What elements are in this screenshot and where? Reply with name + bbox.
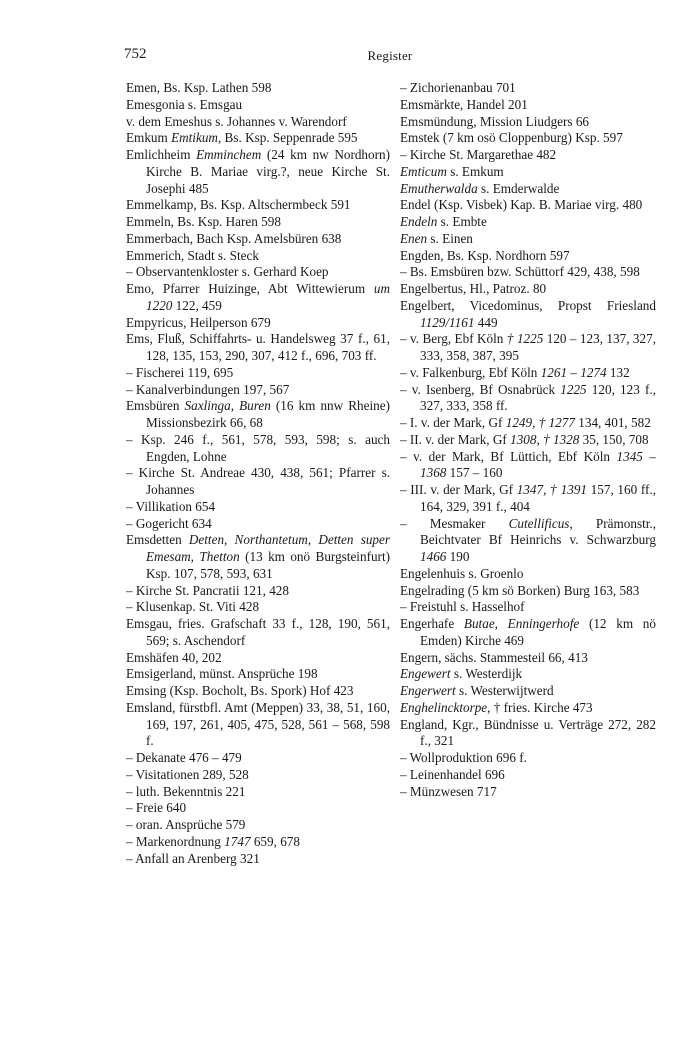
index-entry: Emsmärkte, Handel 201 [400, 96, 528, 112]
index-entry: Empyricus, Heilperson 679 [126, 314, 271, 330]
index-entry: – oran. Ansprüche 579 [126, 817, 246, 832]
index-entry: – Observantenkloster s. Gerhard Koep [126, 264, 329, 280]
index-entry: – Kanalverbindungen 197, 567 [126, 381, 290, 397]
index-entry: Emticum s. Emkum [400, 163, 504, 179]
index-column-right [400, 80, 656, 800]
index-entry: Engerwert s. Westerwijtwerd [400, 683, 554, 698]
index-entry: Enghelincktorpe, † fries. Kirche 473 [400, 699, 593, 715]
index-entry: – v. Berg, Ebf Köln † 1225 120 – 123, 137, 327, 333, 358, 387, 395 [400, 331, 656, 363]
index-entry: – v. Falkenburg, Ebf Köln 1261 – 1274 132 [400, 364, 630, 380]
index-entry: Emen, Bs. Ksp. Lathen 598 [126, 80, 272, 95]
index-entry: – Villikation 654 [126, 498, 216, 514]
index-entry: Emsland, fürstbfl. Amt (Meppen) 33, 38, 51, 160, 169, 197, 261, 405, 475, 528, 561 – 568, 598 f. [126, 699, 390, 749]
index-entry: – Leinenhandel 696 [400, 766, 505, 782]
index-entry: Emsigerland, münst. Ansprüche 198 [126, 666, 318, 682]
index-entry: Engelenhuis s. Groenlo [400, 565, 524, 581]
index-entry: – Klusenkap. St. Viti 428 [126, 599, 260, 615]
index-entry: Emlichheim Emminchem (24 km nw Nordhorn) Kirche B. Mariae virg.?, neue Kirche St. Josephi 485 [126, 147, 390, 196]
index-entry: – Dekanate 476 – 479 [126, 750, 242, 765]
index-entry: Emmelkamp, Bs. Ksp. Altschermbeck 591 [126, 197, 351, 213]
index-entry: – Bs. Emsbüren bzw. Schüttorf 429, 438, 598 [400, 264, 640, 280]
index-entry: Emkum Emtikum, Bs. Ksp. Seppenrade 595 [126, 130, 358, 146]
index-entry: – Fischerei 119, 695 [126, 364, 234, 380]
page-header [124, 46, 656, 70]
index-entry: v. dem Emeshus s. Johannes v. Warendorf [126, 113, 347, 129]
index-entry: Engden, Bs. Ksp. Nordhorn 597 [400, 247, 570, 263]
index-entry: – Wollproduktion 696 f. [400, 750, 527, 765]
index-entry: – II. v. der Mark, Gf 1308, † 1328 35, 150, 708 [400, 431, 649, 447]
running-title: Register [367, 48, 413, 63]
index-entry: – Mesmaker Cutellificus, Prämonstr., Beichtvater Bf Heinrichs v. Schwarzburg 1466 190 [400, 515, 656, 564]
index-entry: Emsgau, fries. Grafschaft 33 f., 128, 190, 561, 569; s. Aschendorf [126, 616, 390, 648]
index-entry: – v. Isenberg, Bf Osnabrück 1225 120, 123 f., 327, 333, 358 ff. [400, 381, 656, 414]
index-entry: – Anfall an Arenberg 321 [126, 850, 260, 866]
index-entry: Emesgonia s. Emsgau [126, 96, 243, 112]
index-entry: – III. v. der Mark, Gf 1347, † 1391 157, 160 ff., 164, 329, 391 f., 404 [400, 482, 656, 514]
index-entry: – Freistuhl s. Hasselhof [400, 599, 525, 615]
index-entry: – Freie 640 [126, 800, 187, 816]
index-entry: Engelrading (5 km sö Borken) Burg 163, 583 [400, 582, 640, 598]
index-entry: Emshäfen 40, 202 [126, 649, 222, 665]
index-entry: Engerhafe Butae, Enningerhofe (12 km nö Emden) Kirche 469 [400, 616, 656, 648]
index-entry: – Kirche St. Pancratii 121, 428 [126, 582, 289, 598]
index-column-left [126, 80, 390, 867]
index-entry: – Markenordnung 1747 659, 678 [126, 833, 300, 849]
index-entry: Engelbertus, Hl., Patroz. 80 [400, 281, 547, 296]
index-entry: Ems, Fluß, Schiffahrts- u. Handelsweg 37 f., 61, 128, 135, 153, 290, 307, 412 f., 696, 703 ff. [126, 331, 390, 363]
index-entry: Emsbüren Saxlinga, Buren (16 km nnw Rheine) Missionsbezirk 66, 68 [126, 398, 390, 430]
index-entry: – luth. Bekenntnis 221 [126, 783, 246, 799]
index-entry: Emmerbach, Bach Ksp. Amelsbüren 638 [126, 230, 342, 246]
index-entry: England, Kgr., Bündnisse u. Verträge 272, 282 f., 321 [400, 716, 656, 749]
index-entry: Emsmündung, Mission Liudgers 66 [400, 113, 590, 129]
index-entry: Emmerich, Stadt s. Steck [126, 247, 259, 263]
index-entry: Emsdetten Detten, Northantetum, Detten super Emesam, Thetton (13 km onö Burgsteinfurt) Ksp. 107, 578, 593, 631 [126, 532, 391, 581]
index-entry: Engewert s. Westerdijk [400, 666, 523, 682]
index-entry: Endeln s. Embte [400, 214, 487, 229]
index-entry: Engelbert, Vicedominus, Propst Friesland 1129/1161 449 [400, 297, 656, 330]
index-entry: – Kirche St. Margarethae 482 [400, 147, 557, 162]
index-entry: Enen s. Einen [400, 230, 473, 246]
index-entry: – Münzwesen 717 [400, 783, 497, 799]
index-entry: Emo, Pfarrer Huizinge, Abt Wittewierum um 1220 122, 459 [126, 281, 390, 313]
index-entry: – Kirche St. Andreae 430, 438, 561; Pfarrer s. Johannes [126, 465, 390, 497]
index-entry: Endel (Ksp. Visbek) Kap. B. Mariae virg. 480 [400, 197, 643, 213]
index-entry: – Gogericht 634 [126, 515, 212, 531]
index-entry: Emmeln, Bs. Ksp. Haren 598 [126, 214, 281, 229]
index-entry: – Visitationen 289, 528 [126, 766, 249, 782]
page-number: 752 [124, 46, 147, 62]
index-entry: – Zichorienanbau 701 [400, 80, 516, 95]
index-entry: – v. der Mark, Bf Lüttich, Ebf Köln 1345 – 1368 157 – 160 [400, 448, 656, 481]
index-entry: – Ksp. 246 f., 561, 578, 593, 598; s. auch Engden, Lohne [126, 431, 390, 464]
index-entry: Emstek (7 km osö Cloppenburg) Ksp. 597 [400, 130, 623, 146]
index-entry: Emsing (Ksp. Bocholt, Bs. Spork) Hof 423 [126, 683, 354, 698]
index-entry: Engern, sächs. Stammesteil 66, 413 [400, 649, 588, 665]
index-entry: Emutherwalda s. Emderwalde [400, 180, 560, 196]
index-entry: – I. v. der Mark, Gf 1249, † 1277 134, 401, 582 [400, 415, 651, 430]
